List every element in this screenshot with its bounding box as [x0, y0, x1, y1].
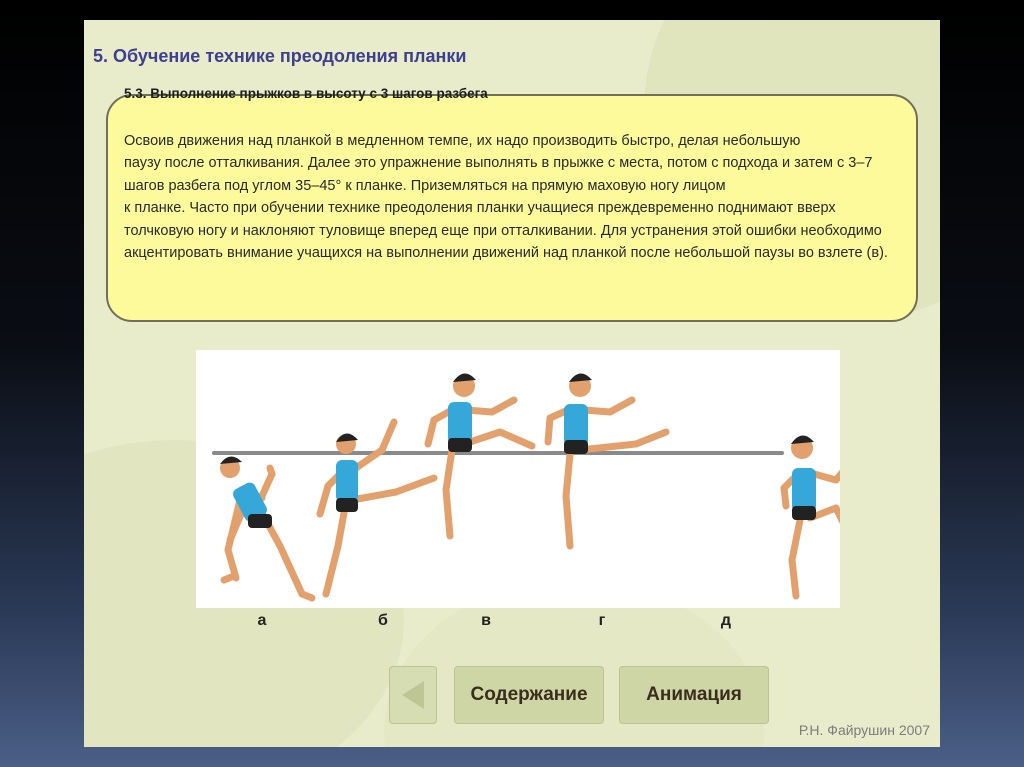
contents-button[interactable]: Содержание	[454, 666, 604, 724]
athlete-figure-d	[784, 435, 840, 596]
left-triangle-icon	[398, 678, 428, 712]
athlete-figure-b	[320, 422, 434, 594]
figure-label-d: д	[720, 612, 732, 629]
body-text: Освоив движения над планкой в медленном темпе, их надо производить быстро, делая небольшую паузу после отталкивания. Далее это упражнение выполнять в прыжке с места, потом с подхода и затем с 3–7 шагов разбега под углом 35–45° к планке. Приземляться на прямую маховую ногу лицом к планке. Часто при обучении технике преодоления планки учащиеся преждевременно поднимают вверх толчковую ногу и наклоняют туловище вперед еще при отталкивании. Для устранения этой ошибки необходимо акцентировать внимание учащихся на выполнении движений над планкой после небольшой паузы во взлете (в).	[124, 133, 888, 262]
figure-label-b: б	[378, 612, 388, 629]
slide-title: 5. Обучение технике преодоления планки	[93, 46, 467, 66]
section-subtitle: 5.3. Выполнение прыжков в высоту с 3 шагов разбега	[124, 86, 488, 101]
animation-button[interactable]: Анимация	[619, 666, 769, 724]
back-button[interactable]	[389, 666, 437, 724]
slide	[84, 20, 940, 747]
high-jump-illustration	[196, 350, 840, 608]
athlete-figure-g	[548, 373, 666, 546]
athlete-figure-a	[220, 456, 312, 598]
figure-label-a: а	[257, 612, 267, 629]
figure-label-v: в	[481, 612, 491, 629]
figure-label-g: г	[598, 612, 606, 629]
author-credit: Р.Н. Файрушин 2007	[798, 722, 930, 738]
